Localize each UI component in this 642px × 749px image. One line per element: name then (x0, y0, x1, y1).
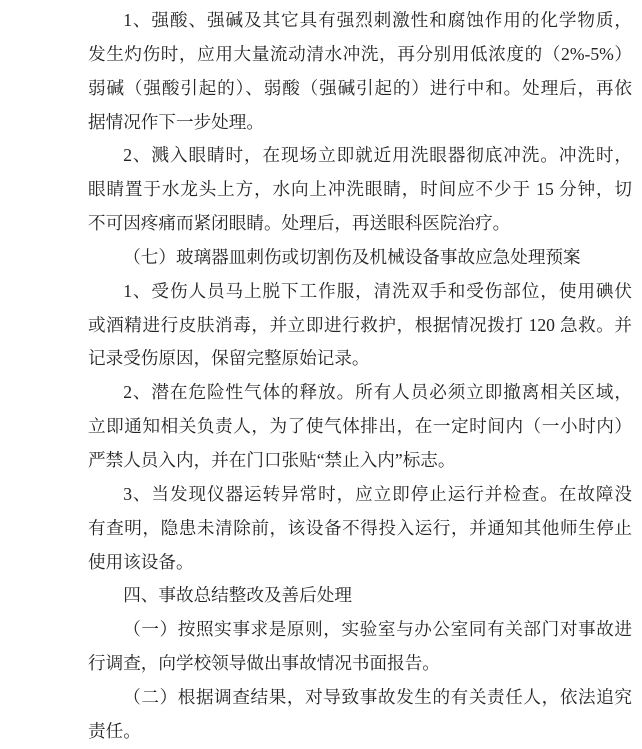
heading-section-seven (88, 241, 632, 275)
para-eye-splash-treatment (88, 139, 632, 241)
text-line: 2、潜在危险性气体的释放。所有人员必须立即撤离相关区域， (123, 382, 632, 403)
text-line: 或酒精进行皮肤消毒，并立即进行救护，根据情况拨打 120 急救。并 (88, 314, 632, 335)
text-line: 弱碱（强酸引起的）、弱酸（强碱引起的）进行中和。处理后，再依 (88, 77, 632, 98)
text-line: （二）根据调查结果，对导致事故发生的有关责任人，依法追究 (123, 686, 632, 707)
text-line: 行调查，向学校领导做出事故情况书面报告。 (88, 653, 440, 674)
text-line: 有查明，隐患未清除前，该设备不得投入运行，并通知其他师生停止 (88, 517, 632, 538)
text-line: 眼睛置于水龙头上方，水向上冲洗眼睛，时间应不少于 15 分钟，切 (88, 179, 632, 200)
text-line: 记录受伤原因，保留完整原始记录。 (88, 348, 370, 369)
text-line: （七）玻璃器皿刺伤或切割伤及机械设备事故应急处理预案 (123, 246, 581, 267)
text-line: 严禁人员入内，并在门口张贴“禁止入内”标志。 (88, 449, 456, 470)
text-line: 2、溅入眼睛时，在现场立即就近用洗眼器彻底冲洗。冲洗时， (123, 145, 632, 166)
text-line: 使用该设备。 (88, 551, 194, 572)
para-chemical-burn-treatment (88, 4, 632, 139)
text-line: 3、当发现仪器运转异常时，应立即停止运行并检查。在故障没 (123, 483, 632, 504)
text-line: 不可因疼痛而紧闭眼睛。处理后，再送眼科医院治疗。 (88, 213, 511, 234)
text-line: 发生灼伤时，应用大量流动清水冲洗，再分别用低浓度的（2%-5%） (88, 43, 632, 64)
para-equipment-abnormal-operation (88, 478, 632, 580)
text-line: 责任。 (88, 720, 141, 741)
heading-section-four (88, 579, 632, 613)
para-cut-injury-response (88, 275, 632, 377)
text-line: （一）按照实事求是原则，实验室与办公室同有关部门对事故进 (123, 619, 632, 640)
text-line: 据情况作下一步处理。 (88, 111, 264, 132)
text-line: 1、受伤人员马上脱下工作服，清洗双手和受伤部位，使用碘伏 (123, 280, 632, 301)
text-line: 立即通知相关负责人，为了使气体排出，在一定时间内（一小时内） (88, 416, 632, 437)
para-hazardous-gas-release (88, 376, 632, 478)
text-line: 1、强酸、强碱及其它具有强烈刺激性和腐蚀作用的化学物质， (123, 10, 632, 30)
text-line: 四、事故总结整改及善后处理 (123, 585, 352, 606)
para-accident-investigation (88, 613, 632, 681)
para-legal-accountability (88, 681, 632, 749)
